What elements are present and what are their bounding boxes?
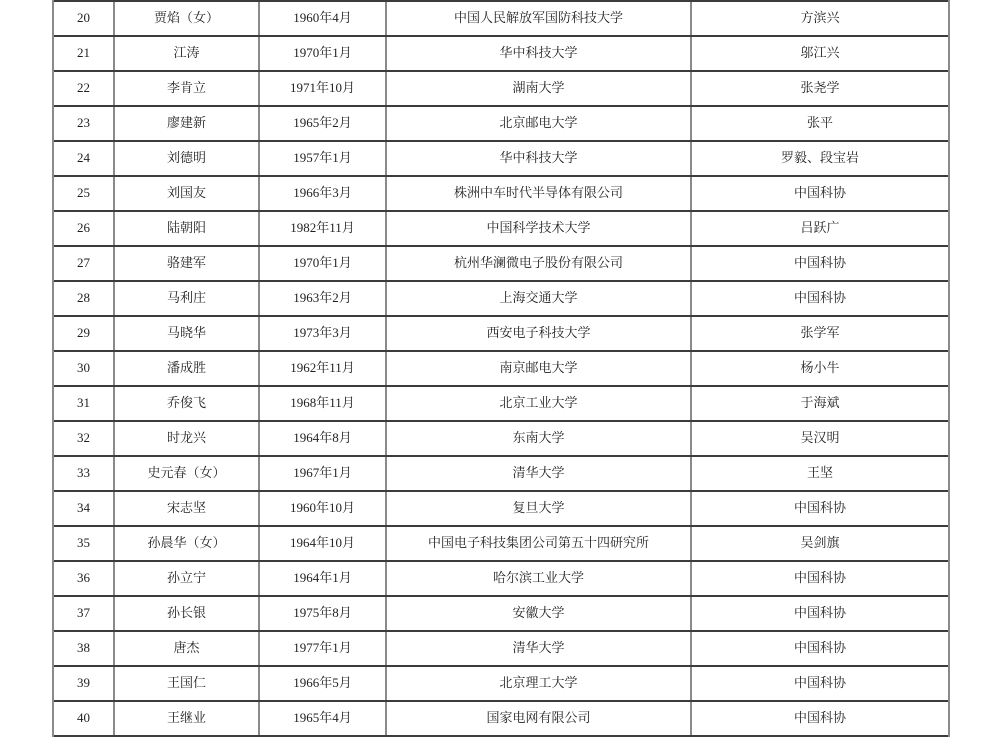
cell-work-unit: 安徽大学 [387, 597, 692, 630]
cell-birth-date: 1957年1月 [260, 142, 387, 175]
cell-name: 孙长银 [115, 597, 260, 630]
cell-birth-date: 1960年10月 [260, 492, 387, 525]
table-row [54, 142, 948, 177]
candidates-table [52, 0, 950, 737]
cell-number: 39 [54, 667, 115, 700]
cell-birth-date: 1966年3月 [260, 177, 387, 210]
cell-name: 马晓华 [115, 317, 260, 350]
cell-number: 33 [54, 457, 115, 490]
cell-number: 23 [54, 107, 115, 140]
cell-name: 乔俊飞 [115, 387, 260, 420]
cell-number: 25 [54, 177, 115, 210]
cell-recommender: 中国科协 [793, 675, 846, 691]
cell-number: 32 [54, 422, 115, 455]
table-row [54, 212, 948, 247]
table-row [54, 352, 948, 387]
cell-work-unit: 杭州华澜微电子股份有限公司 [387, 247, 692, 280]
cell-work-unit: 哈尔滨工业大学 [387, 562, 692, 595]
cell-work-unit: 北京邮电大学 [387, 107, 692, 140]
table-row [54, 457, 948, 492]
cell-recommender: 方滨兴 [800, 10, 840, 26]
cell-work-unit: 清华大学 [387, 457, 692, 490]
cell-number: 37 [54, 597, 115, 630]
cell-work-unit: 北京理工大学 [387, 667, 692, 700]
cell-birth-date: 1963年2月 [260, 282, 387, 315]
cell-name: 廖建新 [115, 107, 260, 140]
cell-birth-date: 1966年5月 [260, 667, 387, 700]
cell-work-unit: 华中科技大学 [387, 142, 692, 175]
cell-name: 王继业 [115, 702, 260, 735]
cell-name: 时龙兴 [115, 422, 260, 455]
cell-recommender: 中国科协 [793, 255, 846, 271]
table-row [54, 667, 948, 702]
cell-recommender: 吴汉明 [800, 430, 840, 446]
cell-birth-date: 1971年10月 [260, 72, 387, 105]
table-row [54, 387, 948, 422]
cell-birth-date: 1975年8月 [260, 597, 387, 630]
cell-name: 刘德明 [115, 142, 260, 175]
cell-name: 骆建军 [115, 247, 260, 280]
cell-work-unit: 华中科技大学 [387, 37, 692, 70]
cell-recommender: 中国科协 [793, 605, 846, 621]
cell-name: 陆朝阳 [115, 212, 260, 245]
cell-recommender: 吴剑旗 [800, 535, 840, 551]
cell-name: 江涛 [115, 37, 260, 70]
table-row [54, 632, 948, 667]
cell-number: 22 [54, 72, 115, 105]
cell-work-unit: 中国人民解放军国防科技大学 [387, 2, 692, 35]
table-row [54, 37, 948, 72]
cell-recommender: 中国科协 [793, 710, 846, 726]
cell-work-unit: 株洲中车时代半导体有限公司 [387, 177, 692, 210]
cell-name: 唐杰 [115, 632, 260, 665]
cell-recommender: 中国科协 [793, 570, 846, 586]
table-row [54, 317, 948, 352]
cell-birth-date: 1970年1月 [260, 247, 387, 280]
cell-recommender: 王坚 [806, 465, 833, 481]
cell-number: 20 [54, 2, 115, 35]
table-row [54, 107, 948, 142]
table-row [54, 2, 948, 37]
table-row [54, 247, 948, 282]
cell-recommender: 罗毅、段宝岩 [780, 150, 859, 166]
cell-number: 29 [54, 317, 115, 350]
cell-number: 24 [54, 142, 115, 175]
table-row [54, 422, 948, 457]
table-row [54, 702, 948, 737]
cell-birth-date: 1977年1月 [260, 632, 387, 665]
cell-work-unit: 上海交通大学 [387, 282, 692, 315]
cell-number: 34 [54, 492, 115, 525]
cell-birth-date: 1964年8月 [260, 422, 387, 455]
cell-number: 31 [54, 387, 115, 420]
cell-recommender: 张尧学 [800, 80, 840, 96]
cell-name: 史元春（女） [115, 457, 260, 490]
cell-birth-date: 1965年4月 [260, 702, 387, 735]
cell-name: 贾焰（女） [115, 2, 260, 35]
cell-work-unit: 复旦大学 [387, 492, 692, 525]
cell-work-unit: 西安电子科技大学 [387, 317, 692, 350]
cell-name: 刘国友 [115, 177, 260, 210]
table-row [54, 282, 948, 317]
cell-birth-date: 1968年11月 [260, 387, 387, 420]
cell-work-unit: 湖南大学 [387, 72, 692, 105]
cell-recommender: 中国科协 [793, 185, 846, 201]
cell-name: 王国仁 [115, 667, 260, 700]
cell-birth-date: 1967年1月 [260, 457, 387, 490]
cell-work-unit: 国家电网有限公司 [387, 702, 692, 735]
cell-recommender: 中国科协 [793, 290, 846, 306]
cell-work-unit: 清华大学 [387, 632, 692, 665]
cell-birth-date: 1960年4月 [260, 2, 387, 35]
cell-recommender: 于海斌 [800, 395, 840, 411]
cell-recommender: 张学军 [800, 325, 840, 341]
cell-name: 宋志坚 [115, 492, 260, 525]
cell-work-unit: 北京工业大学 [387, 387, 692, 420]
table-row [54, 72, 948, 107]
cell-number: 40 [54, 702, 115, 735]
cell-name: 孙立宁 [115, 562, 260, 595]
cell-recommender: 张平 [806, 115, 833, 131]
cell-birth-date: 1965年2月 [260, 107, 387, 140]
table-row [54, 597, 948, 632]
table-row [54, 492, 948, 527]
table-row [54, 177, 948, 212]
cell-number: 27 [54, 247, 115, 280]
cell-work-unit: 南京邮电大学 [387, 352, 692, 385]
cell-birth-date: 1964年1月 [260, 562, 387, 595]
cell-work-unit: 中国电子科技集团公司第五十四研究所 [387, 527, 692, 560]
cell-number: 28 [54, 282, 115, 315]
cell-recommender: 中国科协 [793, 500, 846, 516]
cell-number: 30 [54, 352, 115, 385]
cell-recommender: 中国科协 [793, 640, 846, 656]
cell-recommender: 邬江兴 [800, 45, 840, 61]
cell-number: 38 [54, 632, 115, 665]
cell-number: 26 [54, 212, 115, 245]
cell-number: 21 [54, 37, 115, 70]
cell-name: 李肯立 [115, 72, 260, 105]
cell-number: 36 [54, 562, 115, 595]
cell-number: 35 [54, 527, 115, 560]
cell-recommender: 杨小牛 [800, 360, 840, 376]
cell-birth-date: 1973年3月 [260, 317, 387, 350]
cell-recommender: 吕跃广 [800, 220, 840, 236]
cell-birth-date: 1964年10月 [260, 527, 387, 560]
cell-birth-date: 1982年11月 [260, 212, 387, 245]
cell-work-unit: 中国科学技术大学 [387, 212, 692, 245]
cell-work-unit: 东南大学 [387, 422, 692, 455]
cell-birth-date: 1962年11月 [260, 352, 387, 385]
table-row [54, 562, 948, 597]
cell-name: 潘成胜 [115, 352, 260, 385]
cell-name: 马利庄 [115, 282, 260, 315]
table-row [54, 527, 948, 562]
cell-name: 孙晨华（女） [115, 527, 260, 560]
cell-birth-date: 1970年1月 [260, 37, 387, 70]
